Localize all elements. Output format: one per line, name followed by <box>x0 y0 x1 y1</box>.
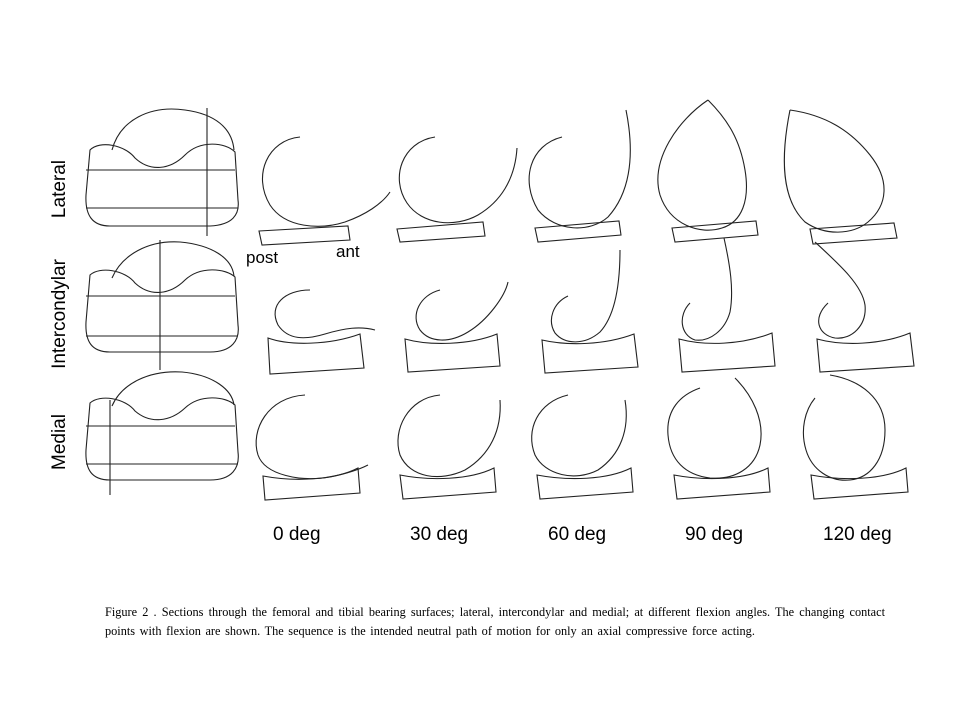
tibia-intercondylar-120 <box>817 333 914 372</box>
column-label-0: 0 deg <box>273 524 321 545</box>
tibia-intercondylar-0 <box>268 334 364 374</box>
condyle-lateral-120 <box>784 110 884 232</box>
condyle-medial-90 <box>668 378 761 478</box>
row-label-intercondylar: Intercondylar <box>49 259 70 369</box>
tibia-medial-120 <box>811 468 908 499</box>
condyle-medial-60 <box>532 395 627 476</box>
tibia-medial-90 <box>674 468 770 499</box>
annotation-ant: ant <box>336 242 360 261</box>
condyle-intercondylar-0 <box>275 290 375 338</box>
figure-caption: Figure 2 . Sections through the femoral and tibial bearing surfaces; lateral, intercondylar and medial; at different flexion angles. The changing contact points with flexion are shown. The sequence is the intended neutral path of motion for only an axial compressive force acting. <box>105 605 885 638</box>
column-label-30: 30 deg <box>410 524 469 545</box>
femur-section-intercondylar <box>86 240 238 370</box>
condyle-lateral-0 <box>262 137 390 226</box>
tibial-trays <box>259 221 914 500</box>
femur-section-lateral <box>86 108 238 236</box>
tibia-medial-30 <box>400 468 496 499</box>
condyle-profiles <box>256 100 885 480</box>
row-label-lateral: Lateral <box>49 159 70 219</box>
tibia-lateral-60 <box>535 221 621 242</box>
tibia-intercondylar-60 <box>542 334 638 373</box>
condyle-intercondylar-90 <box>682 238 731 340</box>
column-label-90: 90 deg <box>685 524 744 545</box>
tibia-intercondylar-30 <box>405 334 500 372</box>
condyle-intercondylar-30 <box>416 282 508 340</box>
column-label-60: 60 deg <box>548 524 607 545</box>
column-label-120: 120 deg <box>823 524 892 545</box>
annotation-post: post <box>246 248 279 267</box>
condyle-medial-30 <box>398 395 500 477</box>
condyle-medial-120 <box>803 375 885 480</box>
tibia-medial-60 <box>537 468 633 499</box>
tibia-lateral-30 <box>397 222 485 242</box>
condyle-medial-0 <box>256 395 368 479</box>
condyle-lateral-60 <box>529 110 630 228</box>
condyle-lateral-30 <box>399 137 517 223</box>
condyle-intercondylar-120 <box>815 242 865 338</box>
tibia-lateral-120 <box>810 223 897 244</box>
condyle-lateral-90 <box>658 100 747 230</box>
condyle-intercondylar-60 <box>551 250 620 342</box>
femur-section-medial <box>86 372 238 495</box>
row-label-medial: Medial <box>49 414 70 470</box>
